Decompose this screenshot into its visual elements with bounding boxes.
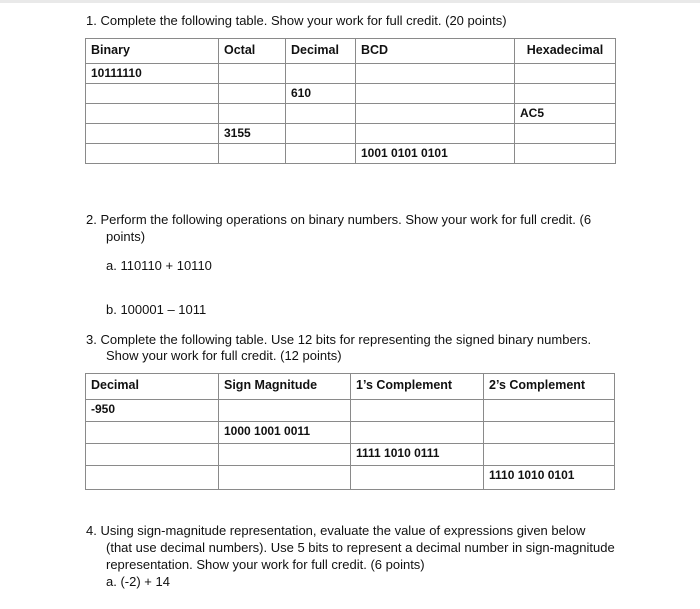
table-row bbox=[86, 104, 616, 124]
header-sign-magnitude: Sign Magnitude bbox=[219, 374, 351, 400]
table-cell[interactable] bbox=[515, 84, 616, 104]
header-octal: Octal bbox=[219, 39, 286, 64]
header-hexadecimal: Hexadecimal bbox=[515, 39, 616, 64]
table-cell[interactable] bbox=[356, 64, 515, 84]
question-2-text: 2. Perform the following operations on binary numbers. Show your work for full credit. (6 bbox=[86, 212, 592, 227]
table-cell[interactable] bbox=[86, 144, 219, 164]
table-cell[interactable] bbox=[286, 104, 356, 124]
question-2a: a. 110110 + 10110 bbox=[106, 258, 212, 273]
table-cell[interactable] bbox=[356, 104, 515, 124]
table-row bbox=[86, 400, 615, 422]
question-2b: b. 100001 – 1011 bbox=[106, 302, 207, 317]
question-4-text-cont: (that use decimal numbers). Use 5 bits to represent a decimal number in sign-magnitude bbox=[106, 540, 615, 555]
table-cell[interactable] bbox=[86, 444, 219, 466]
table-cell[interactable] bbox=[219, 84, 286, 104]
header-binary: Binary bbox=[86, 39, 219, 64]
table-cell[interactable] bbox=[86, 104, 219, 124]
header-bcd: BCD bbox=[356, 39, 515, 64]
table-cell[interactable] bbox=[86, 124, 219, 144]
table-cell[interactable] bbox=[356, 84, 515, 104]
table-row bbox=[86, 466, 615, 490]
table-cell[interactable] bbox=[351, 466, 484, 490]
table-cell[interactable] bbox=[86, 422, 219, 444]
table-cell[interactable] bbox=[219, 400, 351, 422]
table-cell[interactable] bbox=[351, 400, 484, 422]
question-4a: a. (-2) + 14 bbox=[106, 574, 170, 589]
table-cell[interactable] bbox=[219, 444, 351, 466]
table-row bbox=[86, 124, 616, 144]
table-cell[interactable] bbox=[219, 104, 286, 124]
question-4-text: 4. Using sign-magnitude representation, evaluate the value of expressions given below bbox=[86, 523, 586, 538]
question-4-text-cont-2: representation. Show your work for full credit. (6 points) bbox=[106, 557, 425, 572]
header-decimal: Decimal bbox=[86, 374, 219, 400]
table-cell[interactable] bbox=[484, 422, 615, 444]
table-row bbox=[86, 144, 616, 164]
table-header-row bbox=[86, 39, 616, 64]
table-cell[interactable] bbox=[286, 124, 356, 144]
table-cell[interactable] bbox=[351, 422, 484, 444]
table-cell[interactable] bbox=[515, 144, 616, 164]
table-row bbox=[86, 422, 615, 444]
table-row bbox=[86, 64, 616, 84]
table-cell[interactable]: 10111110 bbox=[86, 64, 219, 84]
header-twos-complement: 2’s Complement bbox=[484, 374, 615, 400]
table-cell[interactable] bbox=[219, 64, 286, 84]
table-cell[interactable] bbox=[219, 466, 351, 490]
question-3-text-cont: Show your work for full credit. (12 points) bbox=[106, 348, 342, 363]
table-cell[interactable] bbox=[484, 444, 615, 466]
table-cell[interactable] bbox=[86, 84, 219, 104]
header-decimal: Decimal bbox=[286, 39, 356, 64]
table-cell[interactable] bbox=[515, 64, 616, 84]
table-row bbox=[86, 444, 615, 466]
table-header-row bbox=[86, 374, 615, 400]
table-cell[interactable] bbox=[356, 124, 515, 144]
table-cell[interactable] bbox=[86, 466, 219, 490]
table-cell[interactable]: 1110 1010 0101 bbox=[484, 466, 615, 490]
table-cell[interactable] bbox=[286, 144, 356, 164]
table-cell[interactable] bbox=[219, 144, 286, 164]
table-cell[interactable] bbox=[286, 64, 356, 84]
table-cell[interactable]: 610 bbox=[286, 84, 356, 104]
table-cell[interactable]: 3155 bbox=[219, 124, 286, 144]
question-3-text: 3. Complete the following table. Use 12 bits for representing the signed binary numbers. bbox=[86, 332, 592, 347]
table-cell[interactable]: AC5 bbox=[515, 104, 616, 124]
table-cell[interactable] bbox=[484, 400, 615, 422]
table-cell[interactable]: -950 bbox=[86, 400, 219, 422]
question-1-text: 1. Complete the following table. Show your work for full credit. (20 points) bbox=[86, 13, 507, 28]
table-cell[interactable]: 1000 1001 0011 bbox=[219, 422, 351, 444]
table-cell[interactable] bbox=[515, 124, 616, 144]
question-2-text-cont: points) bbox=[106, 229, 146, 244]
conversion-table bbox=[85, 38, 616, 164]
header-ones-complement: 1’s Complement bbox=[351, 374, 484, 400]
table-cell[interactable]: 1111 1010 0111 bbox=[351, 444, 484, 466]
table-row bbox=[86, 84, 616, 104]
top-edge-shadow bbox=[0, 0, 700, 3]
table-cell[interactable]: 1001 0101 0101 bbox=[356, 144, 515, 164]
signed-binary-table bbox=[85, 373, 615, 490]
